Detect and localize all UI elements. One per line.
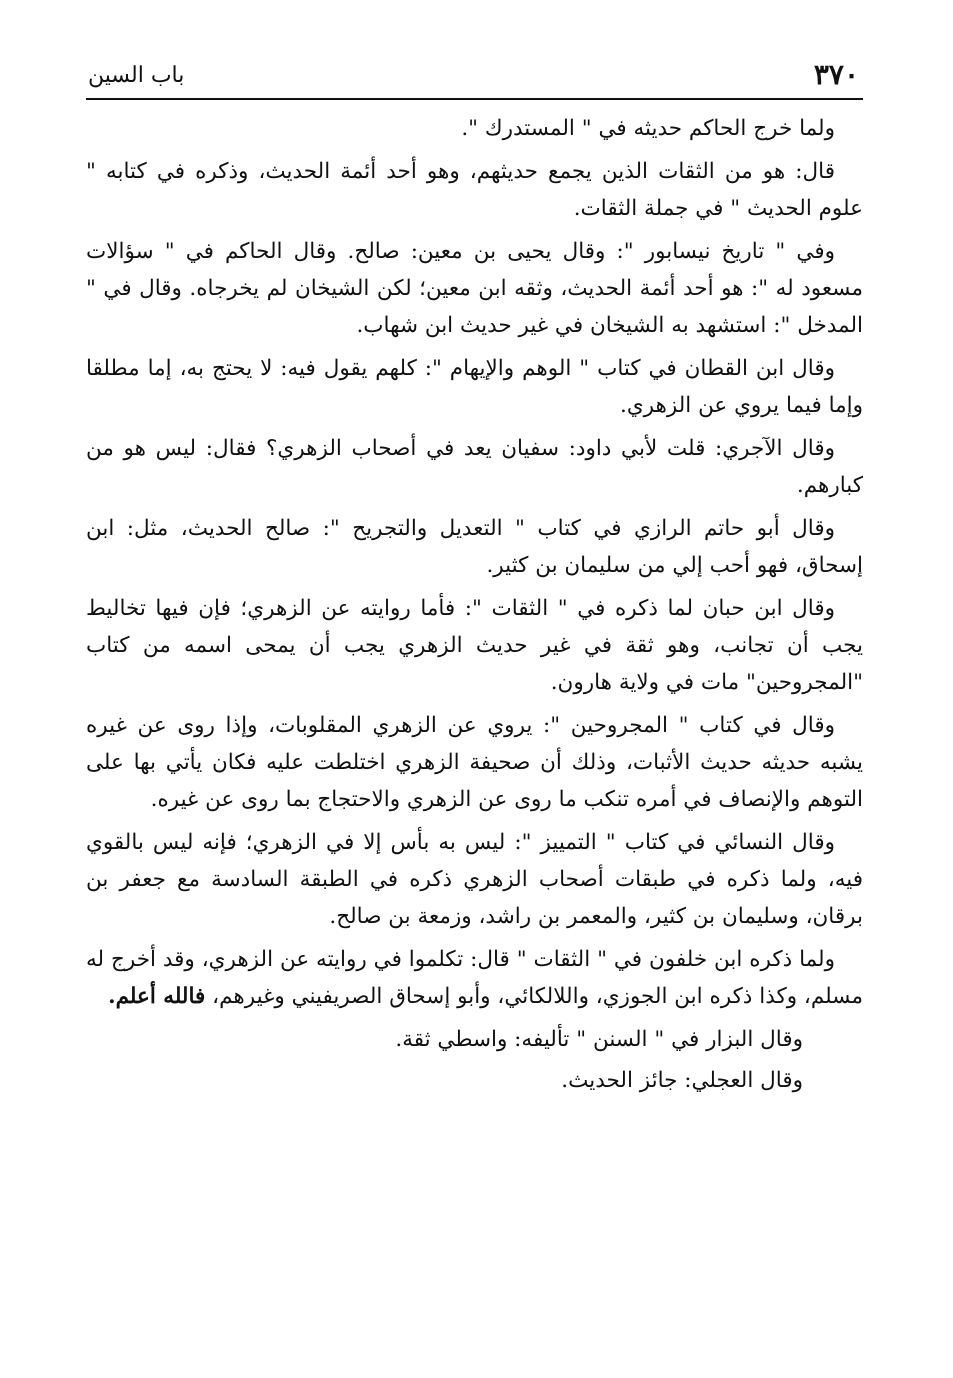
paragraph: وقال النسائي في كتاب " التمييز ": ليس به بأس إلا في الزهري؛ فإنه ليس بالقوي فيه، ولما ذكره في طبقات أصحاب الزهري ذكره في الطبقة السادسة مع جعفر بن برقان، وسليمان بن كثير، والمعمر بن راشد، وزمعة بن صالح.: [86, 830, 863, 929]
paragraph-text: ولما ذكره ابن خلفون في " الثقات " قال: تكلموا في روايته عن الزهري، وقد أخرج له مسلم، وكذا ذكره ابن الجوزي، واللالكائي، وأبو إسحاق الصريفيني وغيرهم،: [86, 947, 863, 1009]
page-body: [86, 110, 863, 1103]
paragraph: وقال العجلي: جائز الحديث.: [561, 1068, 803, 1093]
paragraph: وقال أبو حاتم الرازي في كتاب " التعديل والتجريح ": صالح الحديث، مثل: ابن إسحاق، فهو أحب إلي من سليمان بن كثير.: [86, 516, 863, 578]
paragraph: وقال ابن القطان في كتاب " الوهم والإيهام ": كلهم يقول فيه: لا يحتج به، إما مطلقا وإما فيما يروي عن الزهري.: [86, 356, 863, 418]
paragraph: وفي " تاريخ نيسابور ": وقال يحيى بن معين: صالح. وقال الحاكم في " سؤالات مسعود له ": هو أحد أئمة الحديث، وثقه ابن معين؛ لكن الشيخان لم يخرجاه. وقال في " المدخل ": استشهد به الشيخان في غير حديث ابن شهاب.: [86, 239, 863, 338]
closing-phrase: فالله أعلم.: [108, 984, 206, 1009]
page-number: ٣٧٠: [813, 58, 859, 91]
chapter-title: باب السين: [88, 63, 185, 88]
paragraph: قال: هو من الثقات الذين يجمع حديثهم، وهو أحد أئمة الحديث، وذكره في كتابه " علوم الحديث " في جملة الثقات.: [86, 159, 863, 221]
paragraph: وقال البزار في " السنن " تأليفه: واسطي ثقة.: [395, 1027, 803, 1052]
paragraph: وقال في كتاب " المجروحين ": يروي عن الزهري المقلوبات، وإذا روى عن غيره يشبه حديثه حديث الأثبات، وذلك أن صحيفة الزهري اختلطت عليه فكان يأتي بها على التوهم والإنصاف في أمره تنكب ما روى عن الزهري والاحتجاج بما روى عن غيره.: [86, 713, 863, 812]
paragraph: وقال ابن حبان لما ذكره في " الثقات ": فأما روايته عن الزهري؛ فإن فيها تخاليط يجب أن تجانب، وهو ثقة في غير حديث الزهري يجب أن يمحى اسمه من كتاب "المجروحين" مات في ولاية هارون.: [86, 596, 863, 695]
paragraph: وقال الآجري: قلت لأبي داود: سفيان يعد في أصحاب الزهري؟ فقال: ليس هو من كبارهم.: [86, 436, 863, 498]
paragraph-with-closing: [86, 941, 863, 1015]
paragraph: ولما خرج الحاكم حديثه في " المستدرك ".: [461, 116, 835, 141]
page-header: [86, 52, 863, 100]
